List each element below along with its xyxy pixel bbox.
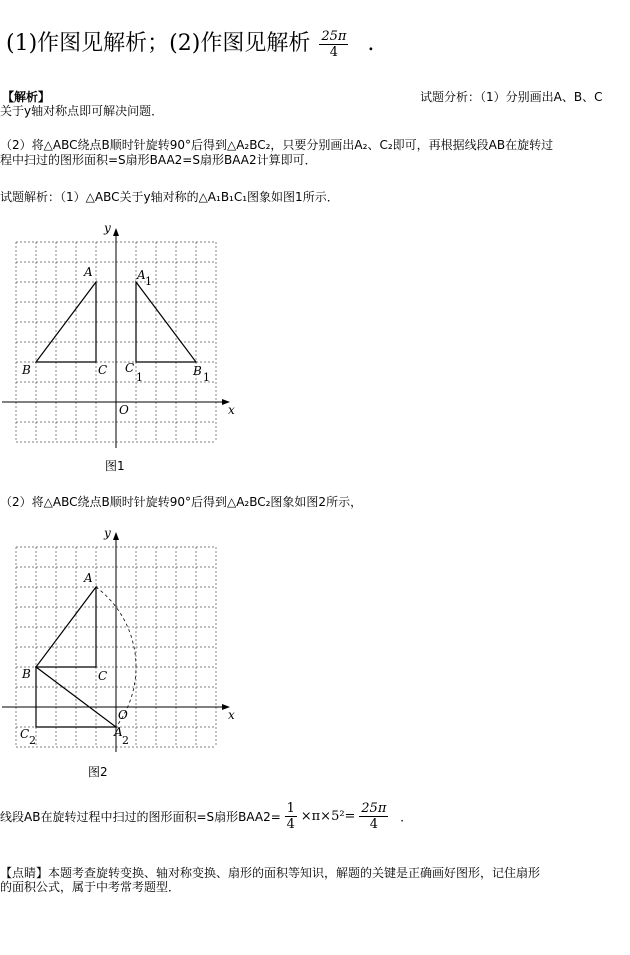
fig1-label-c: C [98, 363, 108, 377]
fig1-label-a1: A [137, 268, 146, 282]
fig2-label-c: C [98, 669, 108, 683]
fig1-label-o: O [119, 403, 129, 417]
solution-line2: （2）将△ABC绕点B顺时针旋转90°后得到△A₂BC₂图象如图2所示， [0, 495, 363, 509]
fig2-label-b: B [22, 667, 31, 681]
area-fraction-1-numerator: 1 [286, 801, 295, 816]
answer-fraction-denominator: 4 [329, 44, 339, 60]
area-fraction-1 [285, 802, 297, 831]
area-formula [0, 802, 412, 831]
analysis-line2: 关于y轴对称点即可解决问题． [0, 104, 164, 118]
fig1-caption: 图1 [105, 459, 125, 473]
comment-line1: 【点睛】本题考查旋转变换、轴对称变换、扇形的面积等知识，解题的关键是正确画好图形，记住扇形 [0, 866, 541, 880]
area-end: ． [400, 810, 413, 824]
fig2-label-y: y [104, 526, 111, 540]
fig2-label-a: A [84, 571, 93, 585]
fig2-y-arrow [113, 532, 119, 540]
figure-1 [0, 220, 250, 480]
figure-2 [0, 524, 250, 760]
fig1-label-y: y [104, 221, 111, 235]
fig1-label-b1-sub: 1 [203, 371, 210, 384]
answer-fraction-numerator: 25π [321, 28, 347, 44]
fig2-label-o: O [118, 708, 128, 722]
area-fraction-2-denominator: 4 [369, 817, 378, 832]
fig2-label-c2: C [20, 727, 30, 741]
analysis-part2-line2: 程中扫过的图形面积=S扇形BAA2=S扇形BAA2计算即可． [0, 153, 317, 167]
area-prefix: 线段AB在旋转过程中扫过的图形面积=S扇形BAA2= [0, 810, 281, 824]
analysis-heading: 【解析】 [2, 90, 51, 104]
fig2-caption: 图2 [88, 765, 108, 779]
answer-end: . [367, 31, 375, 56]
fig1-label-b: B [22, 363, 31, 377]
fig1-label-a1-sub: 1 [145, 275, 152, 288]
area-fraction-2-numerator: 25π [361, 801, 387, 816]
answer-line [6, 26, 374, 59]
analysis-intro-right: 试题分析：（1）分别画出A、B、C [420, 90, 603, 104]
area-mid: ×π×5²= [300, 809, 356, 824]
fig1-label-a: A [84, 265, 93, 279]
area-fraction-2 [359, 802, 388, 831]
fig2-label-a2-sub: 2 [122, 734, 129, 747]
fig2-label-c2-sub: 2 [29, 734, 36, 747]
fig1-label-c1-sub: 1 [136, 371, 143, 384]
comment-line2: 的面积公式，属于中考常考题型． [0, 880, 181, 894]
fig1-label-b1: B [193, 364, 202, 378]
analysis-part2-line1: （2）将△ABC绕点B顺时针旋转90°后得到△A₂BC₂，只要分别画出A₂、C₂即可，再根据线段AB在旋转过 [0, 138, 554, 152]
fig1-label-c1: C [125, 361, 135, 375]
solution-line1: 试题解析：（1）△ABC关于y轴对称的△A₁B₁C₁图象如图1所示． [0, 190, 339, 204]
fig1-y-arrow [113, 228, 119, 236]
answer-fraction [319, 30, 348, 59]
fig1-label-x: x [228, 403, 235, 417]
area-fraction-1-denominator: 4 [286, 817, 295, 832]
fig2-label-x: x [228, 708, 235, 722]
fig2-label-a2: A [114, 725, 123, 739]
answer-text: (1)作图见解析；(2)作图见解析 [6, 31, 311, 56]
